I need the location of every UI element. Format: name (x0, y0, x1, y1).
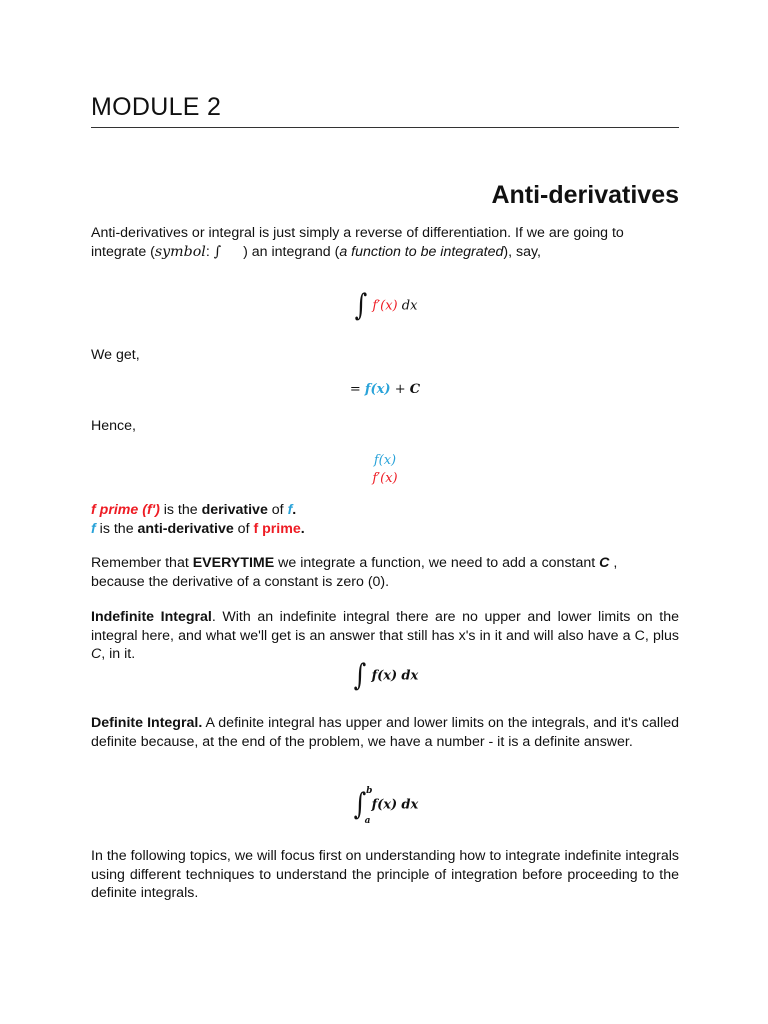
we-get-text: We get, (91, 347, 140, 363)
remember-line2: because the derivative of a constant is zero (0). (91, 573, 390, 590)
header-rule (91, 127, 679, 128)
def2-period: . (300, 520, 305, 537)
def2-of: of (233, 520, 254, 537)
equation-indefinite (91, 658, 679, 693)
integral-symbol-inline: ∫ (213, 243, 222, 260)
fprime-term-2: f prime (253, 520, 301, 537)
equation-fx (91, 453, 679, 468)
remember-c: we integrate a function, we need to add a constant (274, 555, 600, 571)
definition-block (91, 501, 679, 538)
intro-line1: Anti-derivatives or integral is just simply a reverse of differentiation. If we are going to (91, 225, 624, 241)
def2-is-the: is the (95, 520, 138, 537)
hence-text: Hence, (91, 418, 136, 434)
indefinite-integral-label: Indefinite Integral (91, 609, 212, 625)
intro-paragraph (91, 224, 679, 261)
symbol-colon: : (205, 243, 214, 260)
closing-paragraph: In the following topics, we will focus first on understanding how to integrate indefinite integrals using different techniques to understand the principle of integration before proceeding to the definite integrals. (91, 848, 679, 901)
indefinite-text1: . With an indefinite integral there are no upper and lower limits on the integral here, and what we'll get is an answer that still has x's in it and will also have a C, plus (91, 609, 679, 644)
intro-line2-italic: a function to be integrated (339, 243, 504, 260)
equation-fprimex (91, 471, 679, 486)
section-title: Anti-derivatives (491, 181, 679, 209)
def1-of: of (267, 502, 288, 518)
intro-line2-b: ) an integrand ( (243, 243, 340, 260)
module-title: MODULE 2 (91, 93, 222, 121)
fx-indefinite: f(x) (371, 668, 398, 684)
fx-label: f(x) (373, 453, 397, 468)
dx-definite: dx (401, 797, 419, 813)
equation-integral-fprime (91, 288, 679, 323)
anti-derivative-term: anti-derivative (137, 520, 234, 537)
indefinite-c: C (91, 646, 102, 662)
integral-sign: ∫ (354, 288, 367, 323)
equals-sign: = (349, 382, 365, 397)
remember-e: , (609, 555, 618, 571)
def1-is-the: is the (159, 502, 202, 518)
symbol-word: symbol (154, 243, 206, 260)
fprimex-label: f′(x) (372, 471, 398, 486)
upper-limit: b (366, 786, 373, 796)
constant-c-inline: C (599, 555, 610, 571)
equation-definite (91, 786, 679, 826)
indefinite-text2: , in it. (101, 646, 136, 662)
fx-definite: f(x) (371, 797, 398, 813)
definite-integral-paragraph (91, 714, 679, 751)
everytime-term: EVERYTIME (192, 555, 275, 571)
def1-period: . (292, 502, 297, 518)
intro-line2-a: integrate ( (91, 243, 155, 260)
integral-sign-indefinite: ∫ (353, 658, 366, 693)
remember-a: Remember that (91, 555, 193, 571)
intro-line2-c: ), say, (503, 243, 541, 260)
fprime-term: f prime (f') (91, 502, 160, 518)
remember-paragraph (91, 554, 679, 591)
dx-indefinite: dx (401, 668, 419, 684)
integral-sign-definite: ∫ (353, 787, 366, 822)
equation-result (91, 382, 679, 397)
indefinite-integral-paragraph (91, 608, 679, 664)
f-term-2: f (91, 520, 96, 537)
plus-sign: + (390, 382, 410, 397)
derivative-term: derivative (201, 502, 268, 518)
fprime-expr: f′(x) (372, 298, 398, 314)
lower-limit: a (364, 816, 371, 826)
constant-c: C (409, 382, 421, 397)
fx-result: f(x) (364, 382, 391, 397)
f-term: f (287, 502, 293, 518)
definite-integral-label: Definite Integral. (91, 715, 203, 731)
dx-term: dx (401, 298, 418, 314)
definite-text: A definite integral has upper and lower limits on the integrals, and it's called definite because, at the end of the problem, we have a number - it is a definite answer. (91, 715, 679, 750)
